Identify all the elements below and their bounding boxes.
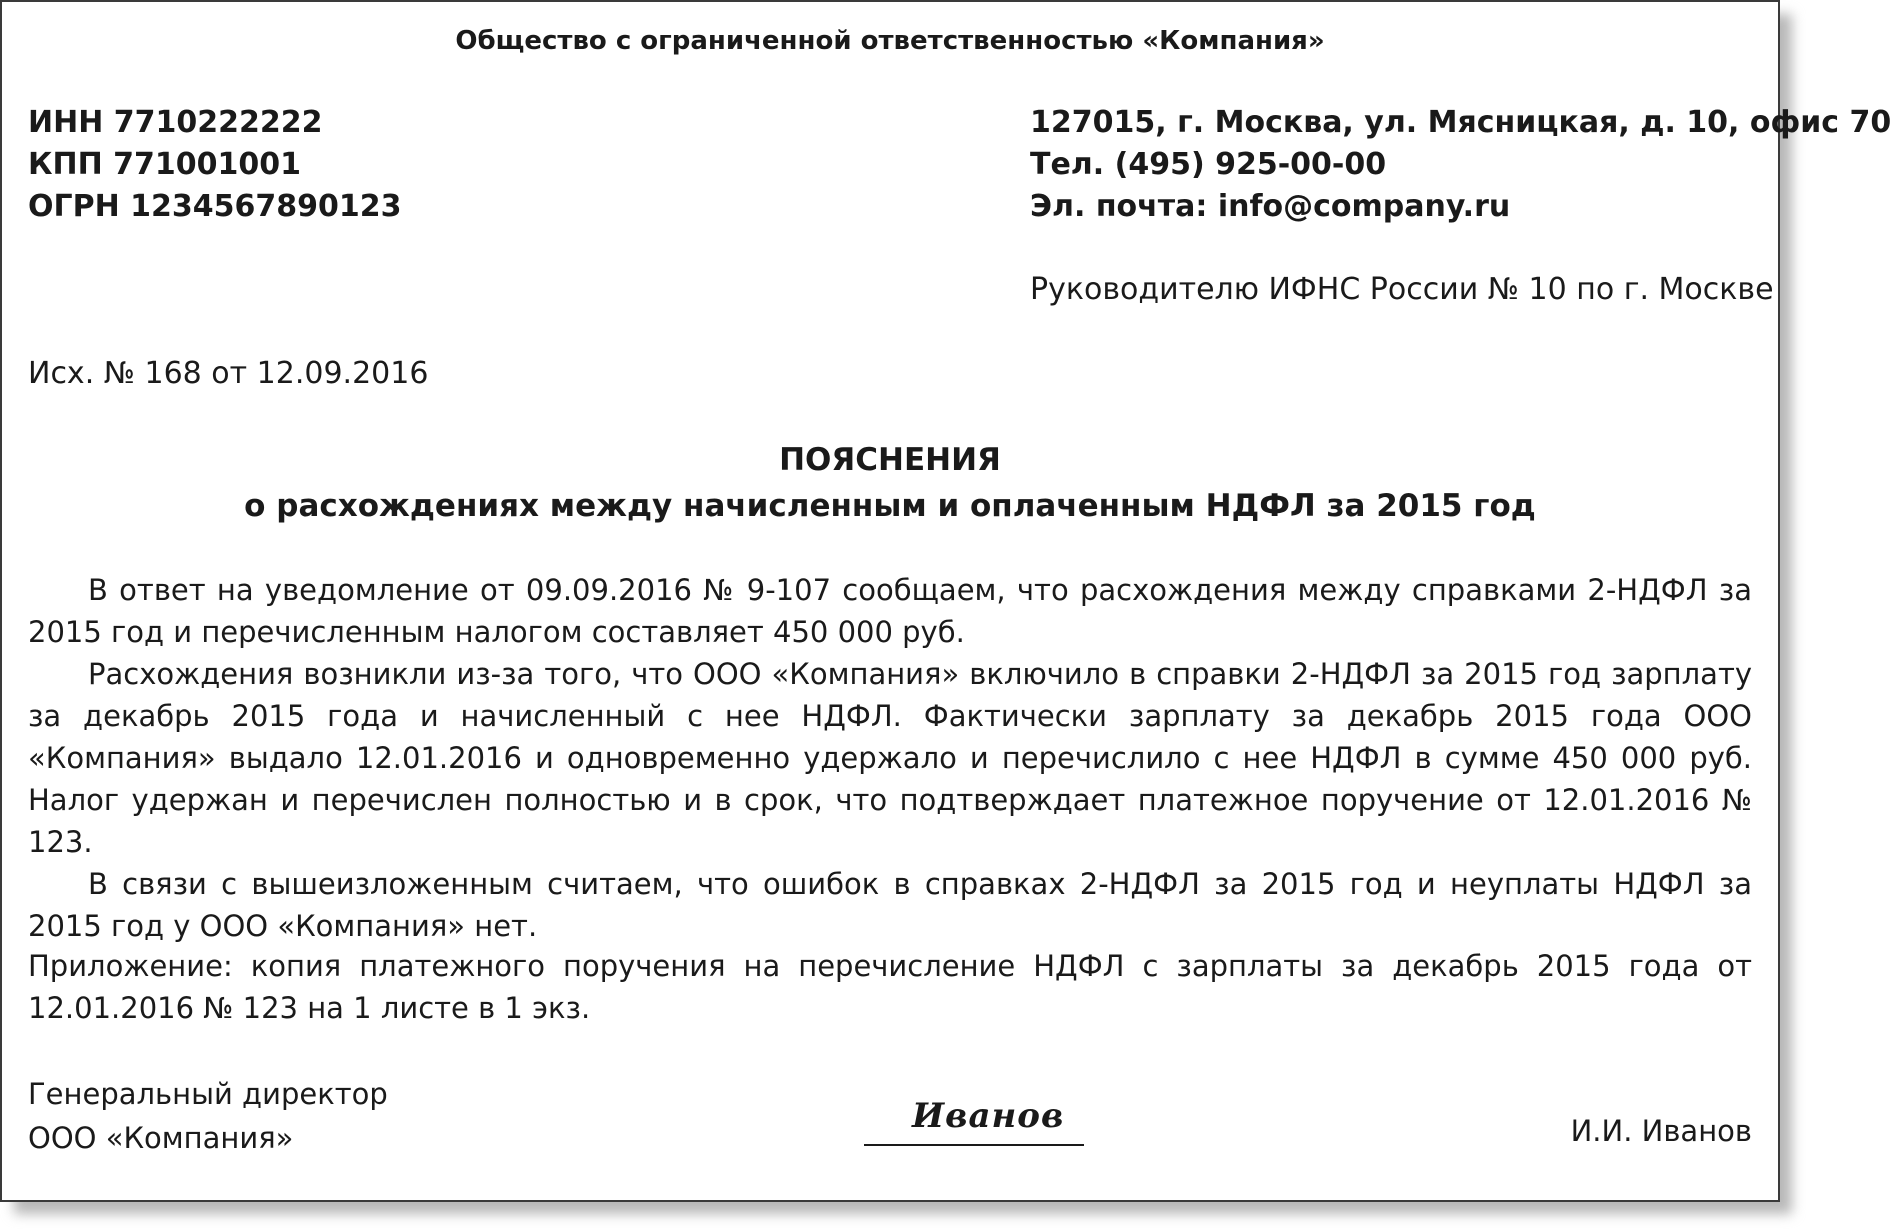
signatory-details bbox=[28, 1072, 388, 1160]
company-contact-details bbox=[1030, 102, 1891, 228]
company-address: 127015, г. Москва, ул. Мясницкая, д. 10, офис 70 bbox=[1030, 105, 1891, 140]
company-email: Эл. почта: info@company.ru bbox=[1030, 189, 1511, 224]
outgoing-reference: Исх. № 168 от 12.09.2016 bbox=[28, 356, 429, 391]
signature-script: Иванов bbox=[912, 1096, 1065, 1136]
letter-body bbox=[28, 569, 1752, 947]
addressee: Руководителю ИФНС России № 10 по г. Москве bbox=[1030, 272, 1774, 307]
inn: ИНН 7710222222 bbox=[28, 105, 323, 140]
company-full-name: Общество с ограниченной ответственностью «Компания» bbox=[455, 26, 1325, 56]
signature-line bbox=[864, 1144, 1084, 1146]
kpp: КПП 771001001 bbox=[28, 147, 302, 182]
document-title: ПОЯСНЕНИЯ bbox=[779, 442, 1001, 478]
body-paragraph-3: В связи с вышеизложенным считаем, что ошибок в справках 2-НДФЛ за 2015 год и неуплаты НДФЛ за 2015 год у ООО «Компания» нет. bbox=[28, 867, 1752, 943]
body-paragraph-1: В ответ на уведомление от 09.09.2016 № 9-107 сообщаем, что расхождения между справками 2-НДФЛ за 2015 год и перечисленным налогом составляет 450 000 руб. bbox=[28, 573, 1752, 649]
ogrn: ОГРН 1234567890123 bbox=[28, 189, 402, 224]
signatory-position: Генеральный директор bbox=[28, 1077, 388, 1111]
handwritten-signature bbox=[864, 1096, 1084, 1152]
company-phone: Тел. (495) 925-00-00 bbox=[1030, 147, 1387, 182]
appendix-note bbox=[28, 945, 1752, 1029]
company-registration-details bbox=[28, 102, 402, 228]
body-paragraph-2: Расхождения возникли из-за того, что ООО «Компания» включило в справки 2-НДФЛ за 2015 год зарплату за декабрь 2015 года и начисленный с нее НДФЛ. Фактически зарплату за декабрь 2015 года ООО «Компания» выдало 12.01.2016 и одновременно удержало и перечислило с нее НДФЛ в сумме 450 000 руб. Налог удержан и перечислен полностью и в срок, что подтверждает платежное поручение от 12.01.2016 № 123. bbox=[28, 657, 1752, 859]
signatory-organization: ООО «Компания» bbox=[28, 1121, 294, 1155]
document-subtitle: о расхождениях между начисленным и оплаченным НДФЛ за 2015 год bbox=[244, 488, 1536, 524]
signatory-printed-name: И.И. Иванов bbox=[1570, 1114, 1752, 1148]
appendix-text: Приложение: копия платежного поручения на перечисление НДФЛ с зарплаты за декабрь 2015 года от 12.01.2016 № 123 на 1 листе в 1 экз. bbox=[28, 949, 1752, 1025]
